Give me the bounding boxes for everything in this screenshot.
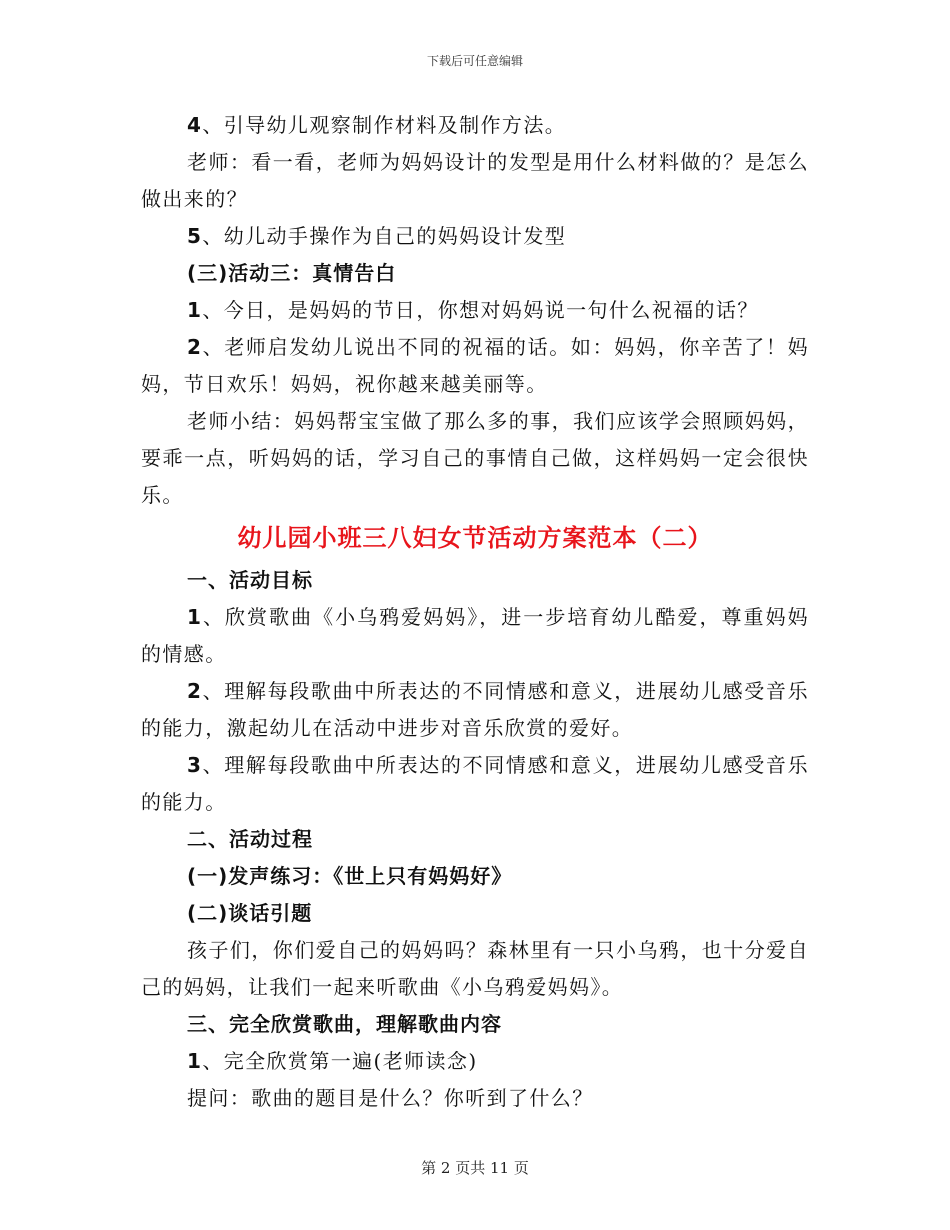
- paragraph-text: 、今日，是妈妈的节日，你想对妈妈说一句什么祝福的话？: [202, 298, 759, 322]
- step-number: 2: [187, 679, 203, 703]
- heading-goals: 一、活动目标: [187, 568, 313, 592]
- heading-process: 二、活动过程: [187, 827, 313, 851]
- paragraph-goal-1: [141, 599, 809, 673]
- paragraph-text: 、引导幼儿观察制作材料及制作方法。: [202, 113, 567, 137]
- heading-listening: 三、完全欣赏歌曲，理解歌曲内容: [187, 1012, 502, 1036]
- paragraph-text: 、老师启发幼儿说出不同的祝福的话。如：妈妈，你辛苦了！妈妈，节日欢乐！妈妈，祝你越来越美丽等。: [141, 335, 809, 396]
- paragraph-text: 、欣赏歌曲《小乌鸦爱妈妈》，进一步培育幼儿酷爱，尊重妈妈的情感。: [141, 605, 809, 666]
- paragraph-teacher-summary: 老师小结：妈妈帮宝宝做了那么多的事，我们应该学会照顾妈妈，要乖一点，听妈妈的话，学习自己的事情自己做，这样妈妈一定会很快乐。: [141, 409, 809, 507]
- step-number: 5: [187, 224, 203, 248]
- paragraph-text: 、幼儿动手操作为自己的妈妈设计发型: [202, 224, 567, 248]
- subheading-conversation: (二)谈话引题: [187, 901, 313, 925]
- paragraph-text: 、理解每段歌曲中所表达的不同情感和意义，进展幼儿感受音乐的能力，激起幼儿在活动中进步对音乐欣赏的爱好。: [141, 679, 809, 740]
- paragraph-question: 提问：歌曲的题目是什么？你听到了什么？: [187, 1086, 594, 1110]
- paragraph-step-2: [141, 329, 809, 403]
- step-number: 4: [187, 113, 203, 137]
- paragraph-goal-3: [141, 747, 809, 821]
- page-footer: 第 2 页共 11 页: [421, 1159, 529, 1177]
- paragraph-listen-1: [141, 1043, 809, 1080]
- paragraph-text: 、理解每段歌曲中所表达的不同情感和意义，进展幼儿感受音乐的能力。: [141, 753, 809, 814]
- page-header: 下载后可任意编辑: [426, 54, 523, 68]
- step-number: 1: [187, 298, 203, 322]
- subheading-vocal-practice: (一)发声练习：《世上只有妈妈好》: [187, 864, 513, 888]
- paragraph-conversation: 孩子们，你们爱自己的妈妈吗？森林里有一只小乌鸦，也十分爱自己的妈妈，让我们一起来听歌曲《小乌鸦爱妈妈》。: [141, 938, 809, 999]
- step-number: 2: [187, 335, 203, 359]
- paragraph-text: 、完全欣赏第一遍(老师读念): [202, 1049, 478, 1073]
- paragraph-step-5: [141, 218, 809, 255]
- section-title: 幼儿园小班三八妇女节活动方案范本（二）: [237, 524, 713, 552]
- step-number: 1: [187, 1049, 203, 1073]
- document-body: [141, 107, 809, 1117]
- step-number: 1: [187, 605, 203, 629]
- paragraph-step-4: [141, 107, 809, 144]
- subheading-activity-3: (三)活动三：真情告白: [187, 261, 397, 285]
- paragraph-goal-2: [141, 673, 809, 747]
- step-number: 3: [187, 753, 203, 777]
- paragraph-step-1: [141, 292, 809, 329]
- paragraph-teacher-question: 老师：看一看，老师为妈妈设计的发型是用什么材料做的？是怎么做出来的？: [141, 150, 809, 211]
